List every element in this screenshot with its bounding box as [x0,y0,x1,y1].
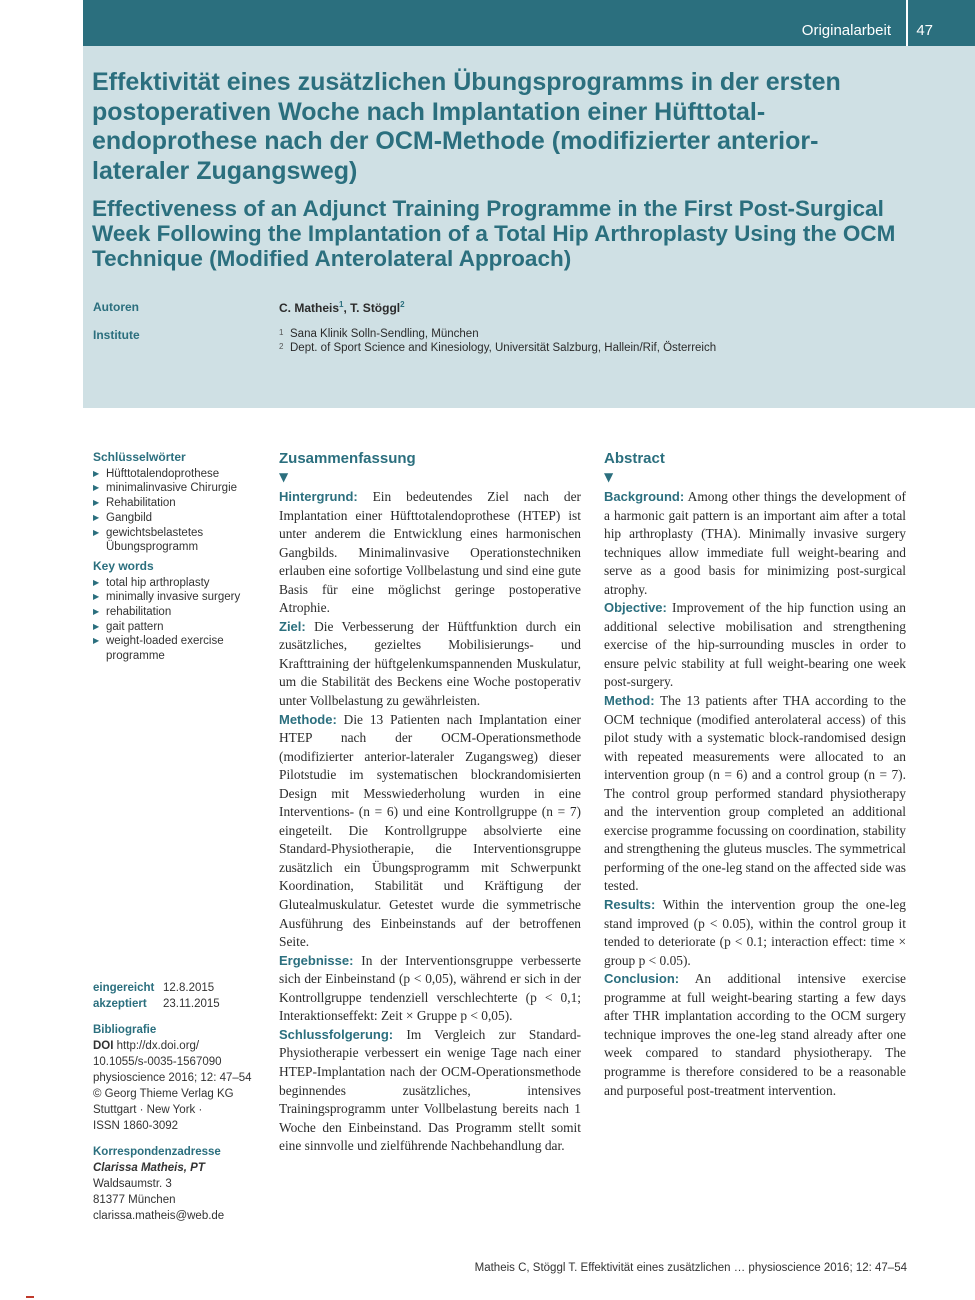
abstract-paragraph [604,692,906,896]
accepted-date-row [93,996,252,1012]
english-abstract-column [604,450,906,1100]
institute-number: 2 [279,342,284,351]
received-label: eingereicht [93,982,155,994]
received-date: 12.8.2015 [163,982,215,994]
keyword-item: ▶ minimally invasive surgery [93,590,253,605]
institute-text: Dept. of Sport Science and Kinesiology, Universität Salzburg, Hallein/Rif, Österreich [290,342,717,354]
section-arrow-icon: ▼ [604,470,614,484]
paragraph-text: In der Interventionsgruppe verbesserte sich der Einbeinstand (p < 0,05), während er sich in der Kontrollgruppe tendenziell verschlechterte (p < 0,1; Interaktionseffekt: Zeit × Gruppe p < 0,05). [279,952,581,1024]
keyword-item: ▶ gewichtsbelastetes Übungsprogramm [93,526,253,555]
correspondence-street: Waldsaumstr. 3 [93,1178,172,1190]
keywords-german-list [93,467,253,555]
author-1-affiliation: 1 [339,300,344,309]
keywords-english-heading: Key words [93,558,154,573]
bibliography-heading: Bibliografie [93,1024,157,1036]
author-2-affiliation: 2 [400,300,405,309]
accepted-label: akzeptiert [93,998,147,1010]
paragraph-label: Method: [604,693,655,709]
doi-link[interactable]: http://dx.doi.org/ [116,1040,200,1052]
accepted-date: 23.11.2015 [163,998,220,1010]
paragraph-label: Results: [604,897,656,913]
author-1: C. Matheis [279,301,340,315]
keywords-english-list [93,576,253,664]
copyright: © Georg Thieme Verlag KG [93,1088,234,1100]
paragraph-label: Methode: [279,711,337,727]
paragraph-label: Ziel: [279,618,306,634]
zusammenfassung-heading: Zusammenfassung [279,450,416,467]
paragraph-label: Schlussfolgerung: [279,1026,394,1042]
authors [279,300,405,315]
paragraph-text: Ein bedeutendes Ziel nach der Implantation einer Hüfttotalendoprothese (HTEP) ist unter anderem die Entwicklung eines harmonischen Gangbilds. Minimalinvasive Operationstechniken erlauben eine sofortige Vollbelastung und sind eine gute Basis für eine möglichst geringe postoperative Atrophie. [279,489,581,616]
keyword-item: ▶ Rehabilitation [93,496,253,511]
paragraph-text: Im Vergleich zur Standard-Physiotherapie verbessert ein wenige Tage nach einer HTEP-Implantation nach der OCM-Operationsmethode beginnendes zusätzliches, intensives Trainingsprogramm unter Vollbelastung bereits nach 1 Woche den Einbeinstand. Das Programm stellt somit eine sinnvolle und zielführende Nachbehandlung dar. [279,1026,581,1154]
institutes-label: Institute [93,328,140,342]
section-label: Originalarbeit [801,22,891,39]
keywords-sidebar [93,450,253,664]
article-title-german: Effektivität eines zusätzlichen Übungsprogramms in der ersten postoperativen Woche nach Implantation einer Hüfttotalendoprothese nach der OCM-Methode (modifizierter anterior-lateraler Zugangsweg) [92,68,841,185]
correspondence-email[interactable]: clarissa.matheis@web.de [93,1210,225,1222]
institute-text: Sana Klinik Solln-Sendling, München [290,328,479,340]
received-date-row [93,980,252,996]
correspondence-heading: Korrespondenzadresse [93,1146,221,1158]
keyword-item: ▶ gait pattern [93,620,253,635]
keyword-item: ▶ Hüfttotalendoprothese [93,467,253,482]
publisher-place: Stuttgart · New York · [93,1104,203,1116]
author-separator: , [343,301,351,315]
keyword-item: ▶ total hip arthroplasty [93,576,253,591]
abstract-paragraph [604,896,906,970]
corner-mark [26,1296,34,1298]
paragraph-label: Background: [604,489,685,504]
paragraph-text: An additional intensive exercise programme at full weight-bearing starting a few days after THR implantation according to the OCM surgery technique improves the one-leg stand already after one week compared to standard physiotherapy. The programme is therefore considered to be a reasonable and purposeful post-treatment intervention. [604,971,906,1098]
summary-paragraph [279,1026,581,1156]
abstract-heading: Abstract [604,450,665,467]
summary-paragraph [279,488,581,618]
paragraph-text: The 13 patients after THA according to the OCM technique (modified anterolateral access) of this pilot study with a systematic block-randomised design with repeated measurements were allocated to an intervention group (n = 6) and a control group (n = 7). The control group performed standard physiotherapy and the intervention group completed an additional exercise programme focussing on coordination, stability and strengthening the gluteus muscles. The symmetrical performing of the one-leg stand on the affected side was tested. [604,693,906,894]
keyword-item: ▶ minimalinvasive Chirurgie [93,481,253,496]
article-metadata [93,980,252,1224]
issn: ISSN 1860-3092 [93,1120,179,1132]
correspondence-city: 81377 München [93,1194,176,1206]
summary-paragraph [279,711,581,952]
paragraph-text: Die Verbesserung der Hüftfunktion durch ein zusätzliches, gezieltes Mobilisierungs- und Krafttraining der hüftgelenkumspannenden Muskulatur, um die Stabilität des Beckens eine Woche postoperativ unter Vollbelastung zu gewährleisten. [279,618,581,709]
paragraph-text: Die 13 Patienten nach Implantation einer HTEP nach der OCM-Operationsmethode (modifizierter anterior-lateraler Zugangsweg) dieser Pilotstudie im systematischen blockrandomisierten Design mit Messwiederholung wurden in eine Interventions- (n = 6) und eine Kontrollgruppe (n = 7) eingeteilt. Die Kontrollgruppe absolvierte eine Standard-Physiotherapie, die Interventionsgruppe zusätzlich ein Übungsprogramm mit Schwerpunkt Koordination, Stabilität und Kräftigung der Glutealmuskulatur. Getestet wurde die symmetrische Ausführung des Einbeinstands auf der betroffenen Seite. [279,711,581,950]
doi-suffix[interactable]: 10.1055/s-0035-1567090 [93,1056,222,1068]
institute-number: 1 [279,328,284,337]
summary-paragraph [279,618,581,711]
paragraph-text: Among other things the development of a harmonic gait pattern is an important aim after a total hip arthroplasty (THA). Minimally invasive surgery techniques allow immediate full weight-bearing and serve as a good basis for minimizing post-surgical atrophy. [604,489,906,597]
doi-label: DOI [93,1040,114,1052]
article-title-english: Effectiveness of an Adjunct Training Programme in the First Post-Surgical Week Following the Implantation of a Total Hip Arthroplasty Using the OCM Technique (Modified Anterolateral Approach) [92,196,896,271]
page-number: 47 [916,22,933,39]
abstract-paragraph [604,488,906,599]
institute-2 [279,342,716,354]
paragraph-label: Conclusion: [604,971,680,987]
page-footer-citation: Matheis C, Stöggl T. Effektivität eines zusätzlichen … physioscience 2016; 12: 47–54 [474,1262,907,1274]
journal-citation: physioscience 2016; 12: 47–54 [93,1072,252,1084]
correspondence-name: Clarissa Matheis, PT [93,1162,205,1174]
section-arrow-icon: ▼ [279,470,289,484]
keyword-item: ▶ weight-loaded exercise programme [93,634,253,663]
paragraph-text: Improvement of the hip function using an additional selective mobilisation and strengthening exercise of the hip-surrounding muscles in order to ensure pelvic stability at full weight-bearing one week post-surgery. [604,600,906,690]
abstract-paragraph [604,970,906,1100]
german-summary-column [279,450,581,1156]
keywords-german-heading: Schlüsselwörter [93,450,186,464]
paragraph-label: Objective: [604,600,667,616]
paragraph-label: Hintergrund: [279,489,358,504]
paragraph-text: Within the intervention group the one-leg stand improved (p < 0.05), within the control group it tended to deteriorate (p < 0.1; interaction effect: time × group p < 0.05). [604,897,906,968]
abstract-paragraph [604,599,906,692]
paragraph-label: Ergebnisse: [279,952,354,968]
author-2: T. Stöggl [350,301,401,315]
doi-line [93,1038,252,1054]
keyword-item: ▶ Gangbild [93,511,253,526]
keyword-item: ▶ rehabilitation [93,605,253,620]
header-divider [906,0,908,46]
institute-1 [279,328,479,340]
authors-label: Autoren [93,300,139,314]
summary-paragraph [279,952,581,1026]
